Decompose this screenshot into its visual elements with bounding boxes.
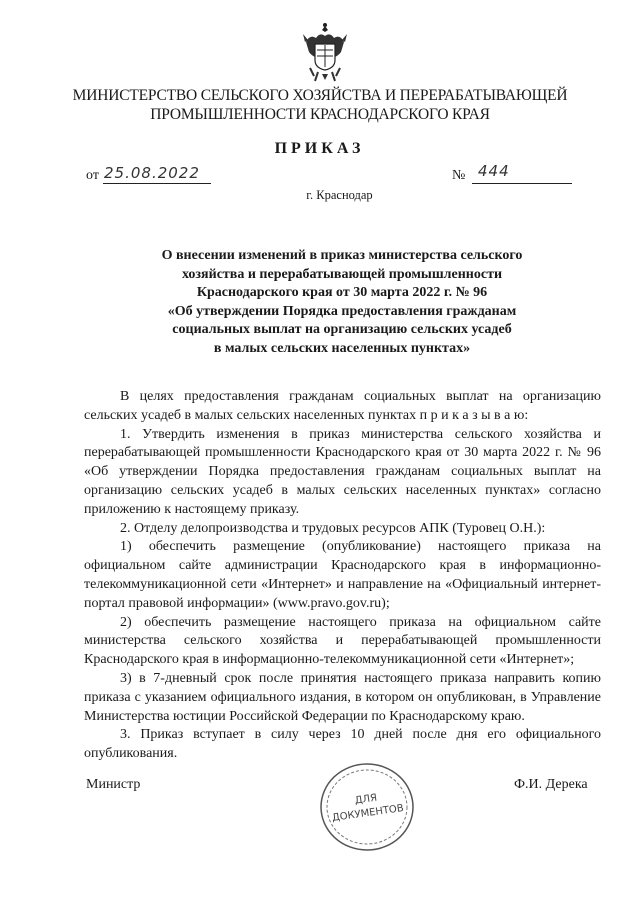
- document-title: [92, 247, 592, 358]
- number-prefix: №: [452, 168, 466, 183]
- ministry-name-line1: МИНИСТЕРСТВО СЕЛЬСКОГО ХОЗЯЙСТВА И ПЕРЕРАБАТЫВАЮЩЕЙ: [72, 87, 568, 104]
- city: г. Краснодар: [306, 188, 373, 202]
- date-prefix: от: [86, 168, 99, 183]
- title-line: Краснодарского края от 30 марта 2022 г. № 96: [196, 285, 488, 300]
- body-paragraph: 1. Утвердить изменения в приказ министерства сельского хозяйства и перерабатывающей промышленности Краснодарского края от 30 марта 2022 г. № 96 «Об утверждении Порядка предоставления гражданам социальных выплат на организацию сельских усадеб в малых сельских населенных пунктах» согласно приложению к настоящему приказу.: [84, 426, 601, 517]
- title-line: хозяйства и перерабатывающей промышленности: [181, 266, 503, 282]
- body-paragraph: 1) обеспечить размещение (опубликование) настоящего приказа на официальном сайте администрации Краснодарского края в информационно-телекоммуникационной сети «Интернет» и направление на «Официальный интернет-портал правовой информации» (www.pravo.gov.ru);: [84, 539, 601, 611]
- document-body: [84, 388, 601, 764]
- title-line: О внесении изменений в приказ министерства сельского: [161, 248, 523, 263]
- stamp-icon: [317, 760, 417, 854]
- ministry-name-line2: ПРОМЫШЛЕННОСТИ КРАСНОДАРСКОГО КРАЯ: [150, 106, 490, 123]
- body-paragraph: 3. Приказ вступает в силу через 10 дней после дня его официального опубликования.: [84, 727, 601, 762]
- stamp-line1: ДЛЯ: [354, 792, 378, 807]
- date-handwritten: 25.08.2022: [104, 164, 200, 182]
- date-field: [86, 164, 200, 184]
- number-underline: [472, 183, 572, 184]
- body-paragraph: 2. Отделу делопроизводства и трудовых ресурсов АПК (Туровец О.Н.):: [120, 520, 546, 536]
- stamp-line2: ДОКУМЕНТОВ: [331, 802, 405, 824]
- ministry-name: [40, 86, 600, 124]
- document-type: ПРИКАЗ: [274, 140, 365, 157]
- title-line: социальных выплат на организацию сельских усадеб: [172, 322, 512, 337]
- title-line: «Об утверждении Порядка предоставления гражданам: [167, 303, 517, 319]
- signatory-position: Министр: [86, 777, 141, 792]
- title-line: в малых сельских населенных пунктах»: [213, 340, 471, 356]
- date-underline: [103, 183, 211, 184]
- body-paragraph: В целях предоставления гражданам социальных выплат на организацию сельских усадеб в малых сельских населенных пунктах п р и к а з ы в а ю:: [84, 389, 601, 423]
- body-paragraph: 2) обеспечить размещение настоящего приказа на официальном сайте министерства сельского хозяйства и перерабатывающей промышленности Краснодарского края в информационно-телекоммуникационной сети «Интернет»;: [84, 614, 601, 668]
- coat-of-arms-icon: [300, 22, 350, 84]
- number-handwritten: 444: [478, 162, 510, 180]
- signatory-name: Ф.И. Дерека: [514, 777, 588, 792]
- number-field: [452, 162, 510, 184]
- body-paragraph: 3) в 7-дневный срок после принятия настоящего приказа направить копию приказа с указанием официального издания, в котором он опубликован, в Управление Министерства юстиции Российской Федерации по Краснодарскому краю.: [84, 670, 601, 724]
